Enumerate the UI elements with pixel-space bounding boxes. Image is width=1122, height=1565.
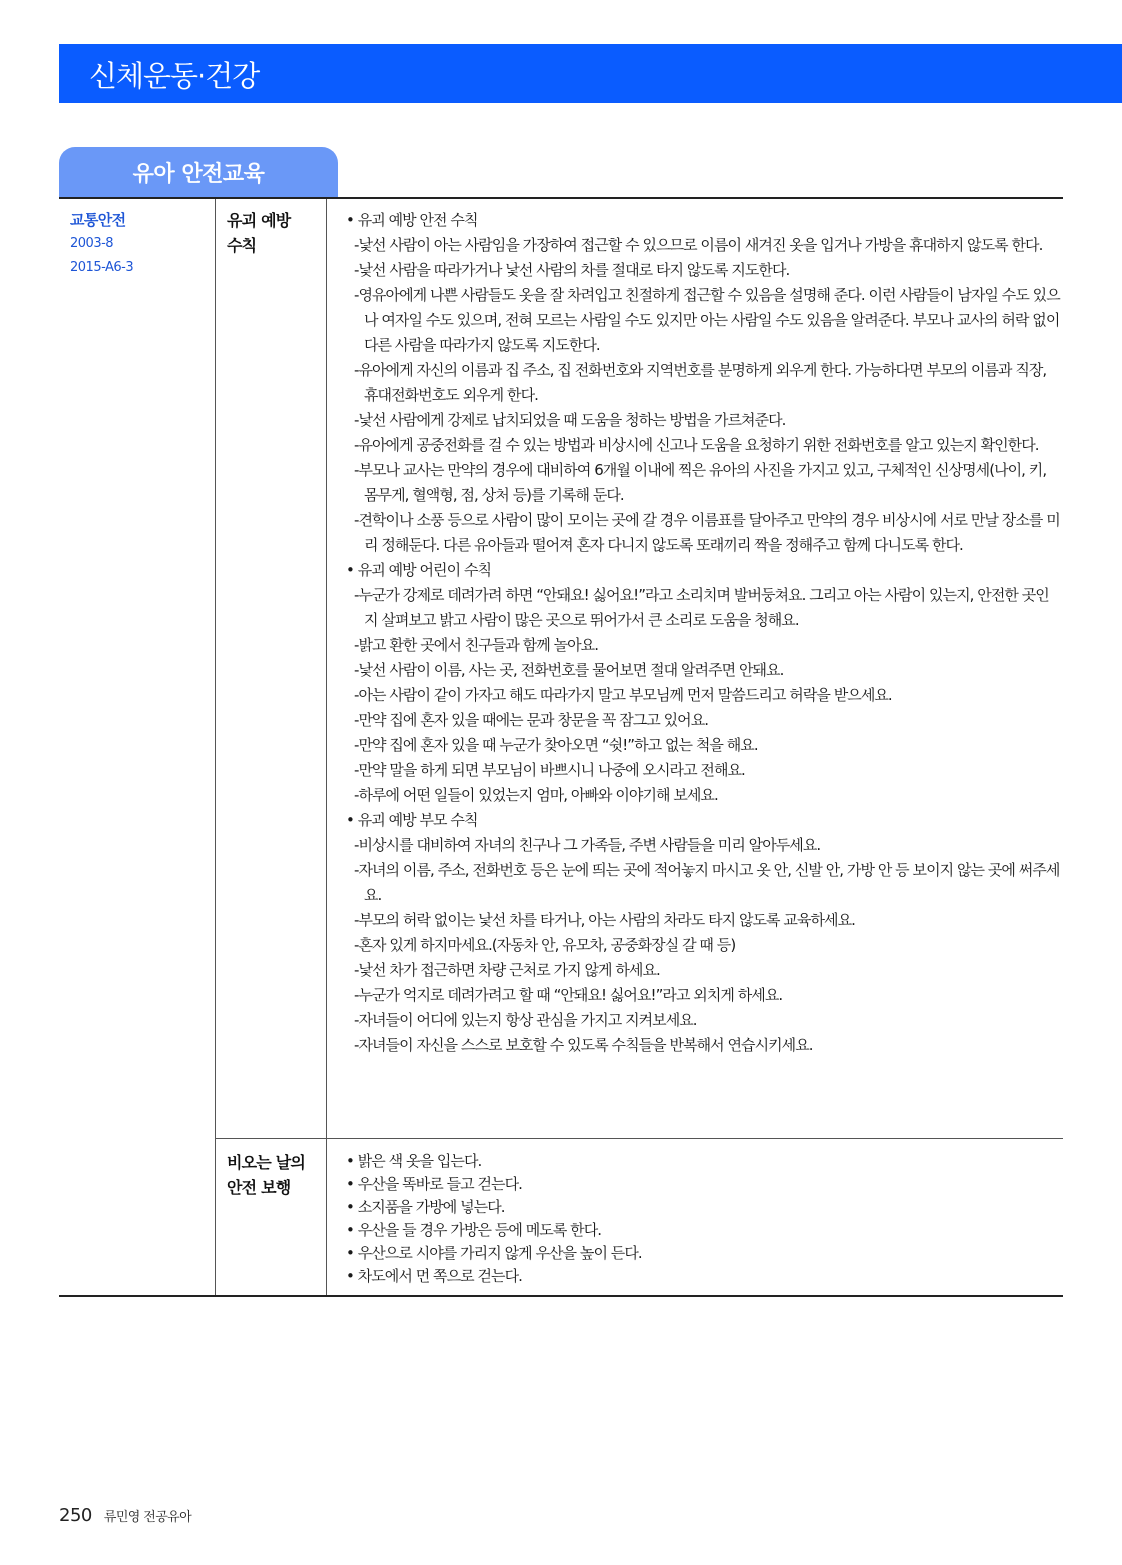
group-heading: • 유괴 예방 안전 수칙: [346, 211, 478, 229]
column-divider: [215, 199, 216, 1295]
list-item: -자녀의 이름, 주소, 전화번호 등은 눈에 띄는 곳에 적어놓지 마시고 옷 안, 신발 안, 가방 안 등 보이지 않는 곳에 써주세요.: [354, 861, 1060, 904]
content-cell: [338, 1150, 1060, 1288]
list-item: -견학이나 소풍 등으로 사람이 많이 모이는 곳에 갈 경우 이름표를 달아주고 만약의 경우 비상시에 서로 만날 장소를 미리 정해둔다. 다른 유아들과 떨어져 혼자 다니지 않도록 또래끼리 짝을 정해주고 함께 다니도록 한다.: [354, 511, 1060, 554]
row-divider: [215, 1138, 1063, 1139]
list-item: -누군가 억지로 데려가려고 할 때 “안돼요! 싫어요!”라고 외치게 하세요.: [354, 986, 783, 1004]
list-item: • 차도에서 먼 쪽으로 걷는다.: [346, 1267, 522, 1285]
group-heading: • 유괴 예방 어린이 수칙: [346, 561, 492, 579]
section-title: 유아 안전교육: [132, 161, 265, 187]
list-item: -누군가 강제로 데려가려 하면 “안돼요! 싫어요!”라고 소리치며 발버둥쳐요. 그리고 아는 사람이 있는지, 안전한 곳인지 살펴보고 밝고 사람이 많은 곳으로 뛰어가서 큰 소리로 도움을 청해요.: [354, 586, 1049, 629]
meta-column: [70, 208, 133, 280]
list-item: -낯선 사람에게 강제로 납치되었을 때 도움을 청하는 방법을 가르쳐준다.: [354, 411, 786, 429]
content-cell: [338, 208, 1060, 1058]
topic-line: 안전 보행: [227, 1178, 291, 1197]
list-item: • 소지품을 가방에 넣는다.: [346, 1198, 505, 1216]
header-bar: [59, 44, 1122, 103]
category-label: 교통안전: [70, 211, 126, 229]
table-top-rule: [59, 197, 1063, 199]
table-bottom-rule: [59, 1295, 1063, 1297]
column-divider: [326, 199, 327, 1295]
list-item: • 우산을 들 경우 가방은 등에 메도록 한다.: [346, 1221, 602, 1239]
list-item: -부모의 허락 없이는 낯선 차를 타거나, 아는 사람의 차라도 타지 않도록 교육하세요.: [354, 911, 855, 929]
list-item: -아는 사람이 같이 가자고 해도 따라가지 말고 부모님께 먼저 말씀드리고 허락을 받으세요.: [354, 686, 892, 704]
topic-line: 수칙: [227, 236, 257, 255]
list-item: -만약 집에 혼자 있을 때에는 문과 창문을 꼭 잠그고 있어요.: [354, 711, 709, 729]
list-item: -자녀들이 자신을 스스로 보호할 수 있도록 수칙들을 반복해서 연습시키세요.: [354, 1036, 813, 1054]
book-title: 류민영 전공유아: [103, 1510, 192, 1525]
list-item: -만약 집에 혼자 있을 때 누군가 찾아오면 “쉿!”하고 없는 척을 해요.: [354, 736, 758, 754]
chapter-title: 신체운동·건강: [89, 59, 260, 93]
list-item: -혼자 있게 하지마세요.(자동차 안, 유모차, 공중화장실 갈 때 등): [354, 936, 736, 954]
list-item: -자녀들이 어디에 있는지 항상 관심을 가지고 지켜보세요.: [354, 1011, 697, 1029]
exam-reference: 2015-A6-3: [70, 260, 134, 275]
list-item: -낯선 차가 접근하면 차량 근처로 가지 않게 하세요.: [354, 961, 660, 979]
section-tab: [59, 147, 338, 198]
page-footer: [59, 1505, 191, 1526]
list-item: -낯선 사람이 아는 사람임을 가장하여 접근할 수 있으므로 이름이 새겨진 옷을 입거나 가방을 휴대하지 않도록 한다.: [354, 236, 1043, 254]
list-item: -낯선 사람을 따라가거나 낯선 사람의 차를 절대로 타지 않도록 지도한다.: [354, 261, 790, 279]
list-item: -부모나 교사는 만약의 경우에 대비하여 6개월 이내에 찍은 유아의 사진을 가지고 있고, 구체적인 신상명세(나이, 키, 몸무게, 혈액형, 점, 상처 등)를 기록해 둔다.: [354, 461, 1047, 504]
list-item: -유아에게 공중전화를 걸 수 있는 방법과 비상시에 신고나 도움을 요청하기 위한 전화번호를 알고 있는지 확인한다.: [354, 436, 1039, 454]
list-item: -밝고 환한 곳에서 친구들과 함께 놀아요.: [354, 636, 599, 654]
list-item: -유아에게 자신의 이름과 집 주소, 집 전화번호와 지역번호를 분명하게 외우게 한다. 가능하다면 부모의 이름과 직장, 휴대전화번호도 외우게 한다.: [354, 361, 1047, 404]
list-item: -낯선 사람이 이름, 사는 곳, 전화번호를 물어보면 절대 알려주면 안돼요.: [354, 661, 784, 679]
list-item: -하루에 어떤 일들이 있었는지 엄마, 아빠와 이야기해 보세요.: [354, 786, 718, 804]
list-item: • 우산으로 시야를 가리지 않게 우산을 높이 든다.: [346, 1244, 642, 1262]
topic-line: 비오는 날의: [227, 1153, 306, 1172]
group-heading: • 유괴 예방 부모 수칙: [346, 811, 478, 829]
topic-line: 유괴 예방: [227, 211, 291, 230]
exam-reference: 2003-8: [70, 236, 114, 251]
list-item: • 우산을 똑바로 들고 걷는다.: [346, 1175, 522, 1193]
list-item: • 밝은 색 옷을 입는다.: [346, 1152, 482, 1170]
list-item: -만약 말을 하게 되면 부모님이 바쁘시니 나중에 오시라고 전해요.: [354, 761, 745, 779]
topic-cell: [227, 1150, 305, 1200]
list-item: -영유아에게 나쁜 사람들도 옷을 잘 차려입고 친절하게 접근할 수 있음을 설명해 준다. 이런 사람들이 남자일 수도 있으나 여자일 수도 있으며, 전혀 모르는 사람일 수도 있지만 아는 사람일 수도 있음을 알려준다. 부모나 교사의 허락 없이 다른 사람을 따라가지 않도록 지도한다.: [354, 286, 1060, 354]
topic-cell: [227, 208, 290, 258]
page-number: 250: [59, 1505, 92, 1526]
list-item: -비상시를 대비하여 자녀의 친구나 그 가족들, 주변 사람들을 미리 알아두세요.: [354, 836, 821, 854]
